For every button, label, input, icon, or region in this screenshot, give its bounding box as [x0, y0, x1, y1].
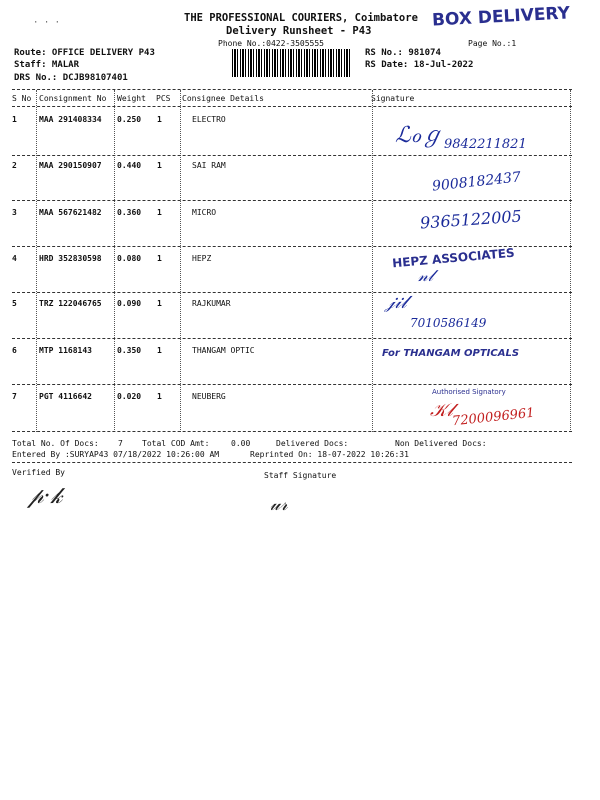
row-consignment: PGT 4116642	[39, 392, 92, 401]
row-weight: 0.350	[117, 346, 142, 355]
staff-label: Staff: MALAR	[14, 60, 80, 70]
total-cod-label: Total COD Amt:	[142, 439, 210, 448]
row-weight: 0.090	[117, 299, 142, 308]
row-consignment: MAA 290150907	[39, 161, 102, 170]
row-pcs: 1	[157, 115, 162, 124]
row-consignee: ELECTRO	[192, 115, 226, 124]
row-consignee: THANGAM OPTIC	[192, 346, 255, 355]
col-divider	[36, 90, 37, 432]
row-rule	[12, 338, 572, 339]
row-weight: 0.020	[117, 392, 142, 401]
col-consignment: Consignment No	[39, 94, 107, 103]
total-docs-label: Total No. Of Docs:	[12, 439, 99, 448]
row-consignee: SAI RAM	[192, 161, 226, 170]
row-sno: 1	[12, 115, 17, 124]
table-bottom-rule	[12, 431, 572, 432]
row-consignee: MICRO	[192, 208, 217, 217]
signature-phone-5: 7010586149	[410, 316, 487, 330]
row-pcs: 1	[157, 392, 162, 401]
col-weight: Weight	[117, 94, 146, 103]
company-name: THE PROFESSIONAL COURIERS, Coimbatore	[184, 12, 418, 24]
row-pcs: 1	[157, 346, 162, 355]
rs-number: RS No.: 981074	[365, 48, 441, 58]
row-rule	[12, 200, 572, 201]
page-title: Delivery Runsheet - P43	[226, 25, 372, 37]
row-weight: 0.250	[117, 115, 142, 124]
signature-phone-7: 7200096961	[451, 405, 536, 430]
col-pcs: PCS	[156, 94, 171, 103]
header-bottom-rule	[12, 106, 572, 107]
route-label: Route: OFFICE DELIVERY P43	[14, 48, 155, 58]
row-sno: 6	[12, 346, 17, 355]
footer-rule	[12, 462, 572, 463]
signature-phone-1: 9842211821	[444, 137, 527, 152]
row-consignee: NEUBERG	[192, 392, 226, 401]
row-sno: 2	[12, 161, 17, 170]
row-consignee: HEPZ	[192, 254, 212, 263]
row-consignment: MAA 567621482	[39, 208, 102, 217]
row-consignment: MAA 291408334	[39, 115, 102, 124]
box-delivery-stamp: BOX DELIVERY	[431, 3, 571, 31]
row-rule	[12, 384, 572, 385]
col-signature: Signature	[371, 94, 415, 103]
entered-by: Entered By :SURYAP43 07/18/2022 10:26:00 AM	[12, 450, 220, 459]
col-divider	[570, 90, 571, 432]
col-divider	[180, 90, 181, 432]
barcode	[232, 49, 352, 77]
row-pcs: 1	[157, 254, 162, 263]
authorised-signatory-stamp: Authorised Signatory	[432, 388, 506, 396]
row-weight: 0.440	[117, 161, 142, 170]
row-rule	[12, 292, 572, 293]
row-pcs: 1	[157, 299, 162, 308]
reprinted-on: Reprinted On: 18-07-2022 10:26:31	[250, 450, 409, 459]
signature-scribble: 𝒿𝒾𝓁	[385, 292, 407, 313]
rs-date: RS Date: 18-Jul-2022	[365, 60, 474, 70]
signature-phone-3: 9365122005	[419, 206, 523, 233]
row-sno: 4	[12, 254, 17, 263]
row-rule	[12, 246, 572, 247]
row-rule	[12, 155, 572, 156]
row-weight: 0.080	[117, 254, 142, 263]
hepz-stamp: HEPZ ASSOCIATES	[391, 245, 516, 271]
row-consignment: HRD 352830598	[39, 254, 102, 263]
row-sno: 7	[12, 392, 17, 401]
page-number: Page No.:1	[468, 39, 517, 48]
drs-number: DRS No.: DCJB98107401	[14, 73, 128, 83]
verifier-signature: 𝓅·𝓀	[28, 484, 63, 509]
col-consignee: Consignee Details	[182, 94, 264, 103]
signature-phone-2: 9008182437	[431, 169, 522, 195]
col-divider	[372, 90, 373, 432]
non-delivered-docs-label: Non Delivered Docs:	[395, 439, 487, 448]
col-sno: S No	[12, 94, 32, 103]
scan-specks: · · ·	[33, 18, 61, 28]
header-top-rule	[12, 89, 572, 90]
row-consignment: MTP 1168143	[39, 346, 92, 355]
col-divider	[114, 90, 115, 432]
row-pcs: 1	[157, 161, 162, 170]
verified-by-label: Verified By	[12, 468, 65, 477]
row-sno: 5	[12, 299, 17, 308]
row-consignee: RAJKUMAR	[192, 299, 231, 308]
total-docs-value: 7	[118, 439, 123, 448]
row-weight: 0.360	[117, 208, 142, 217]
total-cod-value: 0.00	[231, 439, 251, 448]
staff-signature-label: Staff Signature	[264, 471, 337, 480]
signature-scribble: 𝒦𝓁	[430, 400, 453, 421]
row-consignment: TRZ 122046765	[39, 299, 102, 308]
thangam-stamp: For THANGAM OPTICALS	[382, 348, 520, 359]
delivered-docs-label: Delivered Docs:	[276, 439, 349, 448]
signature-scribble: 𝓃𝓁	[418, 266, 434, 285]
signature-scribble: ℒℴℊ	[395, 123, 444, 148]
staff-signature: 𝓊𝓇	[270, 494, 288, 515]
row-sno: 3	[12, 208, 17, 217]
row-pcs: 1	[157, 208, 162, 217]
phone-number: Phone No.:0422-3505555	[218, 39, 324, 48]
